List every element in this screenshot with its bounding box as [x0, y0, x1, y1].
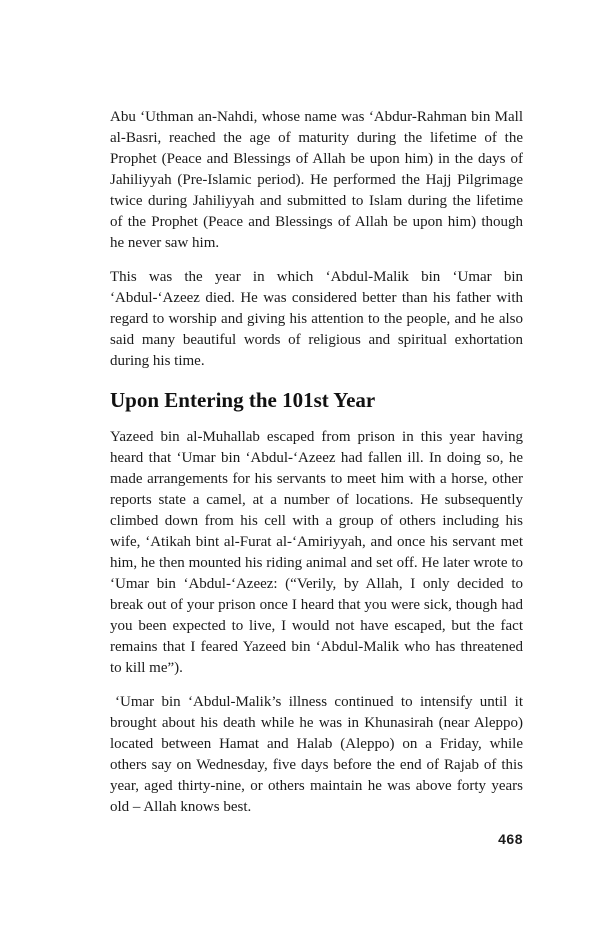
paragraph-umar-illness: ‘Umar bin ‘Abdul-Malik’s illness continued to intensify until it brought about his death while he was in Khunasirah (near Aleppo) located between Hamat and Halab (Aleppo) on a Friday, while others say on Wednesday, five days before the end of Rajab of this year, aged thirty-nine, or others maintain he was above forty years old – Allah knows best. [110, 694, 523, 815]
paragraph-yazeed-escape: Yazeed bin al-Muhallab escaped from prison in this year having heard that ‘Umar bin ‘Abdul-‘Azeez had fallen ill. In doing so, he made arrangements for his servants to meet him with a horse, other reports state a camel, at a number of locations. He subsequently climbed down from his cell with a group of others including his wife, ‘Atikah bint al-Furat al-‘Amiriyyah, and once his servant met him, he then mounted his riding animal and set off. He later wrote to ‘Umar bin ‘Abdul-‘Azeez: (“Verily, by Allah, I only decided to break out of your prison once I heard that you were sick, though had you been expected to live, I would not have escaped, but the fact remains that I feared Yazeed bin ‘Abdul-Malik who has threatened to kill me”). [110, 429, 523, 676]
section-heading: Upon Entering the 101st Year [110, 388, 376, 412]
page-number: 468 [498, 831, 523, 847]
paragraph-abdul-malik-death: This was the year in which ‘Abdul-Malik bin ‘Umar bin ‘Abdul-‘Azeez died. He was considered better than his father with regard to worship and giving his attention to the people, and he also said many beautiful words of religious and spiritual exhortation during his time. [110, 269, 523, 369]
paragraph-abu-uthman: Abu ‘Uthman an-Nahdi, whose name was ‘Abdur-Rahman bin Mall al-Basri, reached the age of maturity during the lifetime of the Prophet (Peace and Blessings of Allah be upon him) in the days of Jahiliyyah (Pre-Islamic period). He performed the Hajj Pilgrimage twice during Jahiliyyah and submitted to Islam during the lifetime of the Prophet (Peace and Blessings of Allah be upon him) though he never saw him. [110, 109, 523, 251]
text-column [110, 107, 523, 848]
